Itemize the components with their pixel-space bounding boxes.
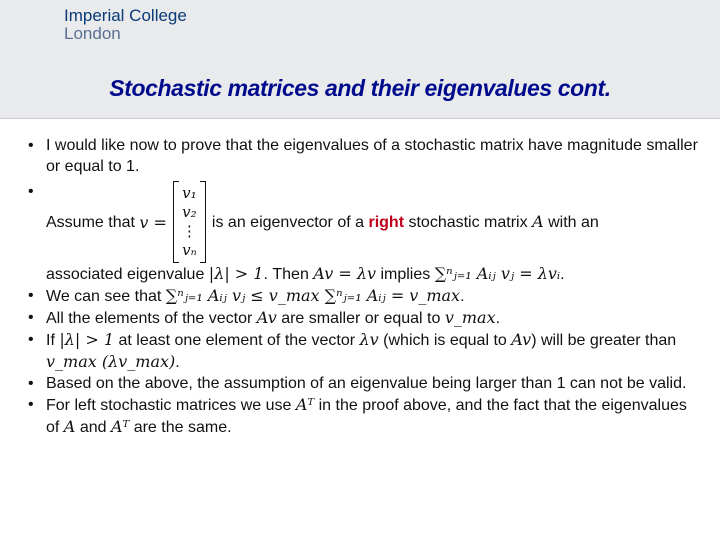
bullet-4: • All the elements of the vector Av are smaller or equal to v_max. <box>24 307 704 329</box>
bullet-5-Av: Av <box>511 330 532 349</box>
vector-entry-2: v₂ <box>182 203 197 221</box>
eigenvector-column <box>173 181 206 263</box>
bullet-7-AT2: Aᵀ <box>110 417 130 436</box>
bullet-2-line2b: . Then <box>263 266 309 283</box>
bullet-5-lambda-v: λv <box>359 330 379 349</box>
bullet-2-matrix-A: A <box>532 212 544 231</box>
bullet-6-text: Based on the above, the assumption of an eigenvalue being larger than 1 can not be valid. <box>46 375 687 392</box>
bullet-7-A: A <box>63 417 76 436</box>
bullet-2-post: stochastic matrix <box>408 214 528 231</box>
vector-entry-n: vₙ <box>182 241 197 259</box>
bullet-2-line2c: implies <box>380 266 431 283</box>
logo-line-1: Imperial College <box>64 6 187 25</box>
bullet-5-end: ) will be greater than <box>531 332 677 349</box>
bullet-7-AT: Aᵀ <box>295 395 315 414</box>
bullet-3-inequality: ∑ⁿⱼ₌₁ Aᵢⱼ vⱼ ≤ v_max ∑ⁿⱼ₌₁ Aᵢⱼ = v_max <box>165 286 461 305</box>
bullet-2-eigen-eq: Av = λv <box>313 264 376 283</box>
bullet-7-and: and <box>79 419 107 436</box>
bullet-1-text: I would like now to prove that the eigenvalues of a stochastic matrix have magnitude smaller or equal to 1. <box>46 137 698 175</box>
bullet-5-lambda: |λ| > 1 <box>59 330 115 349</box>
bullet-6 <box>24 373 704 394</box>
bullet-3: • We can see that ∑ⁿⱼ₌₁ Aᵢⱼ vⱼ ≤ v_max ∑ⁿⱼ₌₁ Aᵢⱼ = v_max. <box>24 285 704 307</box>
bullet-2-line2a: associated eigenvalue <box>46 266 205 283</box>
bullet-2 <box>24 181 704 263</box>
bullet-7-mid: in the proof above, and the fact that the eigenvalues of <box>46 397 687 436</box>
bullet-2-v-eq: v = <box>139 212 167 232</box>
bullet-7-end: are the same. <box>133 419 232 436</box>
bullet-7-pre: For left stochastic matrices we use <box>46 397 292 414</box>
bullet-2-lambda: |λ| > 1 <box>208 264 264 283</box>
bullet-4-mid: are smaller or equal to <box>281 310 441 327</box>
imperial-college-logo <box>64 7 187 43</box>
bullet-2-pre: • Assume that <box>46 213 135 231</box>
bullet-5-vmax: v_max (λv_max) <box>46 352 176 371</box>
bullet-4-vmax: v_max <box>444 308 496 327</box>
vector-right-bracket <box>200 181 206 263</box>
bullet-5-mid2: (which is equal to <box>383 332 507 349</box>
vector-ellipsis: ⋮ <box>181 222 197 240</box>
bullet-2-sum-eq: ∑ⁿⱼ₌₁ Aᵢⱼ vⱼ = λvᵢ <box>434 264 561 283</box>
bullet-5-mid: at least one element of the vector <box>118 332 356 349</box>
logo-line-2: London <box>64 24 121 43</box>
bullet-3-pre: We can see that <box>46 288 162 305</box>
bullet-2-mid: is an eigenvector of a <box>211 214 365 231</box>
right-keyword: right <box>368 214 405 231</box>
bullet-1 <box>24 135 704 177</box>
bullet-4-pre: All the elements of the vector <box>46 310 253 327</box>
bullet-4-Av: Av <box>256 308 277 327</box>
bullet-5: • If |λ| > 1 at least one element of the vector λv (which is equal to Av) will be greater than v_max (λv_max). <box>24 329 704 373</box>
bullet-2-continuation: associated eigenvalue |λ| > 1. Then Av = λv implies ∑ⁿⱼ₌₁ Aᵢⱼ vⱼ = λvᵢ. <box>46 264 565 283</box>
bullet-2-end: with an <box>548 214 599 231</box>
slide-title: Stochastic matrices and their eigenvalues cont. <box>109 75 611 101</box>
slide-header <box>0 0 720 119</box>
vector-entry-1: v₁ <box>182 184 197 202</box>
slide-body <box>24 135 704 438</box>
bullet-7 <box>24 394 704 438</box>
bullet-5-pre: If <box>46 332 55 349</box>
